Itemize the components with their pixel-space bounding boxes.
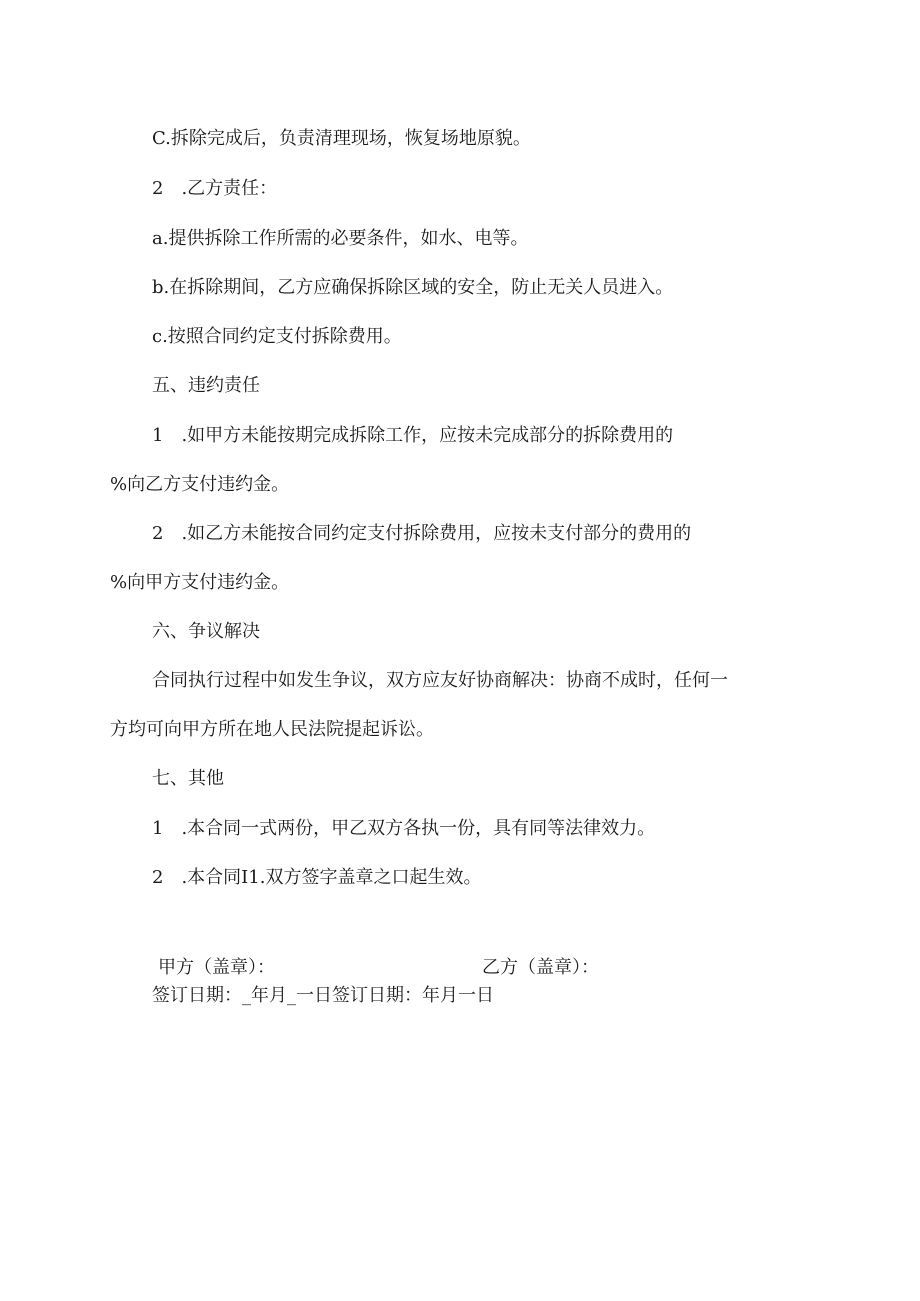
section-title-breach: 五、违约责任 (152, 375, 260, 396)
clause-item-b: b.在拆除期间，乙方应确保拆除区域的安全，防止无关人员进入。 (152, 277, 674, 298)
section-title-dispute: 六、争议解决 (152, 621, 260, 642)
party-b-seal-label: 乙方（盖章）： (482, 957, 599, 978)
signing-dates-line: 签订日期：_年月_一日签订日期：年月一日 (152, 985, 494, 1006)
breach-clause-1-line-1: 1 .如甲方未能按期完成拆除工作，应按未完成部分的拆除费用的 (152, 425, 674, 446)
other-clause-2: 2 .本合同Ⅰ1.双方签字盖章之口起生效。 (152, 867, 482, 888)
breach-clause-2-line-2: %向甲方支付违约金。 (110, 572, 290, 593)
breach-clause-1-line-2: %向乙方支付违约金。 (110, 474, 290, 495)
breach-clause-2-line-1: 2 .如乙方未能按合同约定支付拆除费用，应按未支付部分的费用的 (152, 523, 692, 544)
dispute-line-1: 合同执行过程中如发生争议，双方应友好协商解决：协商不成时，任何一 (152, 670, 728, 691)
clause-item-a: a.提供拆除工作所需的必要条件，如水、电等。 (152, 228, 529, 249)
clause-item-c2: c.按照合同约定支付拆除费用。 (152, 326, 402, 347)
party-a-seal-label: 甲方（盖章）： (158, 957, 275, 978)
party-b-duty-title: 2 .乙方责任： (152, 178, 278, 199)
dispute-line-2: 方均可向甲方所在地人民法院提起诉讼。 (110, 719, 434, 740)
section-title-other: 七、其他 (152, 768, 224, 789)
other-clause-1: 1 .本合同一式两份，甲乙双方各执一份，具有同等法律效力。 (152, 818, 656, 839)
clause-item-c: C.拆除完成后，负责清理现场，恢复场地原貌。 (152, 128, 531, 149)
